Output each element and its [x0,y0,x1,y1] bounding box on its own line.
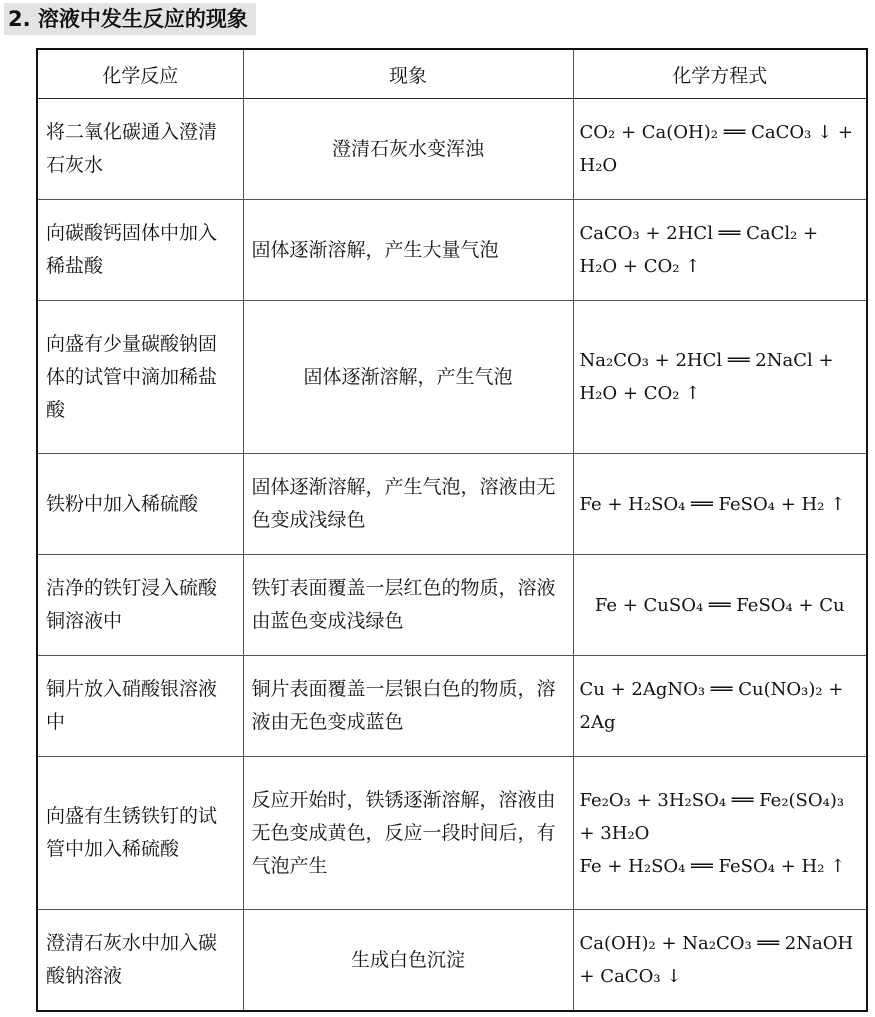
reaction-cell: 铜片放入硝酸银溶液中 [37,656,243,757]
equation-cell [573,656,867,757]
phenomenon-cell: 铁钉表面覆盖一层红色的物质，溶液由蓝色变成浅绿色 [243,555,573,656]
section-title: 2. 溶液中发生反应的现象 [4,3,256,35]
reaction-cell: 洁净的铁钉浸入硫酸铜溶液中 [37,555,243,656]
reaction-cell: 向碳酸钙固体中加入稀盐酸 [37,200,243,301]
table-header-row [37,49,867,99]
header-phenomenon: 现象 [243,49,573,99]
equation-line: Fe + H₂SO₄ ══ FeSO₄ + H₂ ↑ [579,493,846,515]
phenomenon-cell: 铜片表面覆盖一层银白色的物质，溶液由无色变成蓝色 [243,656,573,757]
section-title-wrap [4,3,256,35]
equation-cell [573,99,867,200]
table-row [37,656,867,757]
phenomenon-cell: 固体逐渐溶解，产生气泡 [243,301,573,454]
equation-line: Fe + CuSO₄ ══ FeSO₄ + Cu [594,594,845,616]
table-row [37,555,867,656]
table-row [37,454,867,555]
equation-cell [573,555,867,656]
equation-line: CaCO₃ + 2HCl ══ CaCl₂ + H₂O + CO₂ ↑ [579,223,819,277]
reaction-cell: 澄清石灰水中加入碳酸钠溶液 [37,910,243,1012]
equation-line: Ca(OH)₂ + Na₂CO₃ ══ 2NaOH + CaCO₃ ↓ [579,933,854,987]
equation-cell [573,757,867,910]
table-row [37,757,867,910]
phenomenon-cell: 固体逐渐溶解，产生大量气泡 [243,200,573,301]
table-row [37,99,867,200]
header-equation: 化学方程式 [573,49,867,99]
equation-cell [573,301,867,454]
phenomenon-cell: 固体逐渐溶解，产生气泡，溶液由无色变成浅绿色 [243,454,573,555]
equation-cell [573,910,867,1012]
equation-line: Fe₂O₃ + 3H₂SO₄ ══ Fe₂(SO₄)₃ + 3H₂O [579,789,845,844]
equation-cell [573,454,867,555]
table-row [37,301,867,454]
equation-line: Cu + 2AgNO₃ ══ Cu(NO₃)₂ + 2Ag [579,679,844,733]
phenomenon-cell: 反应开始时，铁锈逐渐溶解，溶液由无色变成黄色，反应一段时间后，有气泡产生 [243,757,573,910]
equation-line: CO₂ + Ca(OH)₂ ══ CaCO₃ ↓ + H₂O [579,122,853,176]
reaction-cell: 铁粉中加入稀硫酸 [37,454,243,555]
header-reaction: 化学反应 [37,49,243,99]
reaction-table [36,48,868,1012]
phenomenon-cell: 生成白色沉淀 [243,910,573,1012]
table-row [37,200,867,301]
reaction-cell: 向盛有生锈铁钉的试管中加入稀硫酸 [37,757,243,910]
equation-line: Fe + H₂SO₄ ══ FeSO₄ + H₂ ↑ [579,855,846,877]
phenomenon-cell: 澄清石灰水变浑浊 [243,99,573,200]
reaction-cell: 将二氧化碳通入澄清石灰水 [37,99,243,200]
equation-line: Na₂CO₃ + 2HCl ══ 2NaCl + H₂O + CO₂ ↑ [579,350,834,404]
reaction-cell: 向盛有少量碳酸钠固体的试管中滴加稀盐酸 [37,301,243,454]
equation-cell [573,200,867,301]
table-row [37,910,867,1012]
